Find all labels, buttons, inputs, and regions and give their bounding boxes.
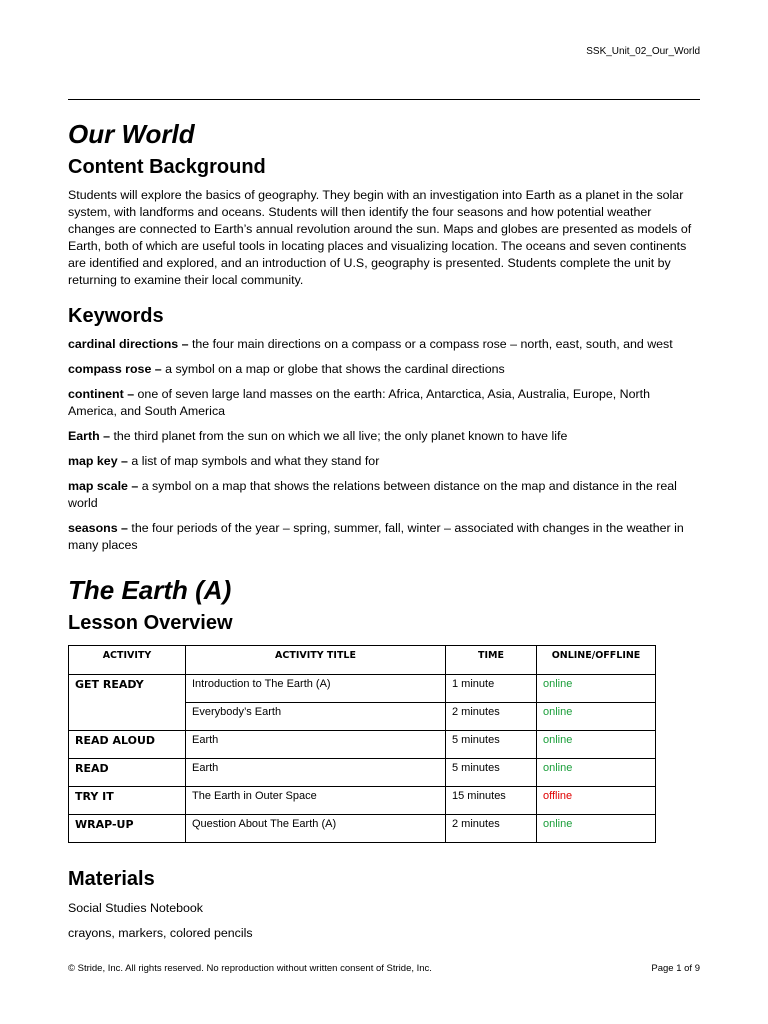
materials-item: crayons, markers, colored pencils (68, 926, 253, 940)
mode-cell: online (537, 703, 656, 731)
activity-title-cell: Question About The Earth (A) (186, 815, 446, 843)
column-header: ONLINE/OFFLINE (537, 646, 656, 675)
lesson-title: The Earth (A) (68, 575, 232, 605)
materials-item: Social Studies Notebook (68, 901, 204, 915)
table-row (69, 731, 656, 759)
footer-copyright: © Stride, Inc. All rights reserved. No reproduction without written consent of Stride, Inc. (68, 963, 432, 974)
content-background-text: Students will explore the basics of geography. They begin with an investigation into Earth as a planet in the solar system, with landforms and oceans. Students will then identify the four seasons and how potential weather changes are connected to Earth’s annual revolution around the sun. Maps and globes are presented as models of Earth, both of which are useful tools in locating places and visualizing location. The oceans and seven continents are identified and explored, and an introduction of U.S, geography is presented. Students complete the unit by returning to examine their local community. (68, 188, 692, 287)
keyword-definition: a symbol on a map or globe that shows the cardinal directions (161, 362, 505, 376)
column-header: ACTIVITY (69, 646, 186, 675)
keyword-term: compass rose – (68, 362, 162, 376)
mode-cell: online (537, 675, 656, 703)
activity-cell: READ (69, 759, 186, 787)
time-cell: 1 minute (446, 675, 537, 703)
activity-cell: TRY IT (69, 787, 186, 815)
keywords-heading: Keywords (68, 305, 164, 327)
unit-title: Our World (68, 119, 195, 149)
keyword-term: map scale – (68, 479, 139, 493)
table-row (69, 815, 656, 843)
keyword-definition: the four main directions on a compass or a compass rose – north, east, south, and west (188, 337, 673, 351)
activity-cell: GET READY (69, 675, 186, 731)
keyword-term: Earth – (68, 429, 111, 443)
keyword-definition: a symbol on a map that shows the relations between distance on the map and distance in the real world (68, 479, 677, 510)
keyword-term: cardinal directions – (68, 337, 189, 351)
keyword-item (68, 478, 700, 512)
time-cell: 5 minutes (446, 759, 537, 787)
time-cell: 5 minutes (446, 731, 537, 759)
activity-title-cell: The Earth in Outer Space (186, 787, 446, 815)
mode-cell: online (537, 815, 656, 843)
activity-cell: READ ALOUD (69, 731, 186, 759)
keyword-item (68, 520, 700, 554)
keyword-item (68, 386, 700, 420)
time-cell: 2 minutes (446, 703, 537, 731)
keyword-term: seasons – (68, 521, 128, 535)
keyword-item (68, 336, 700, 353)
header-rule (68, 99, 700, 100)
keyword-list (68, 336, 700, 554)
mode-cell: online (537, 731, 656, 759)
keyword-definition: the four periods of the year – spring, summer, fall, winter – associated with changes in the weather in many places (68, 521, 684, 552)
keyword-term: map key – (68, 454, 128, 468)
table-row (69, 675, 656, 703)
mode-cell: online (537, 759, 656, 787)
activity-cell: WRAP-UP (69, 815, 186, 843)
lesson-overview-table (68, 645, 656, 843)
lesson-overview-heading: Lesson Overview (68, 612, 233, 634)
activity-title-cell: Introduction to The Earth (A) (186, 675, 446, 703)
materials-heading: Materials (68, 868, 155, 890)
table-header-row (69, 646, 656, 675)
keyword-definition: one of seven large land masses on the earth: Africa, Antarctica, Asia, Australia, Europe, North America, and South America (68, 387, 650, 418)
activity-title-cell: Everybody’s Earth (186, 703, 446, 731)
keyword-item (68, 428, 700, 445)
time-cell: 2 minutes (446, 815, 537, 843)
keyword-item (68, 453, 700, 470)
page-content (68, 118, 700, 942)
keyword-definition: a list of map symbols and what they stand for (127, 454, 380, 468)
table-row (69, 787, 656, 815)
footer-page-number: Page 1 of 9 (651, 963, 700, 974)
table-row (69, 759, 656, 787)
time-cell: 15 minutes (446, 787, 537, 815)
content-background-heading: Content Background (68, 156, 266, 178)
header-doc-ref: SSK_Unit_02_Our_World (586, 46, 700, 57)
keyword-term: continent – (68, 387, 135, 401)
keyword-definition: the third planet from the sun on which we all live; the only planet known to have life (110, 429, 568, 443)
activity-title-cell: Earth (186, 759, 446, 787)
column-header: ACTIVITY TITLE (186, 646, 446, 675)
keyword-item (68, 361, 700, 378)
activity-title-cell: Earth (186, 731, 446, 759)
mode-cell: offline (537, 787, 656, 815)
column-header: TIME (446, 646, 537, 675)
